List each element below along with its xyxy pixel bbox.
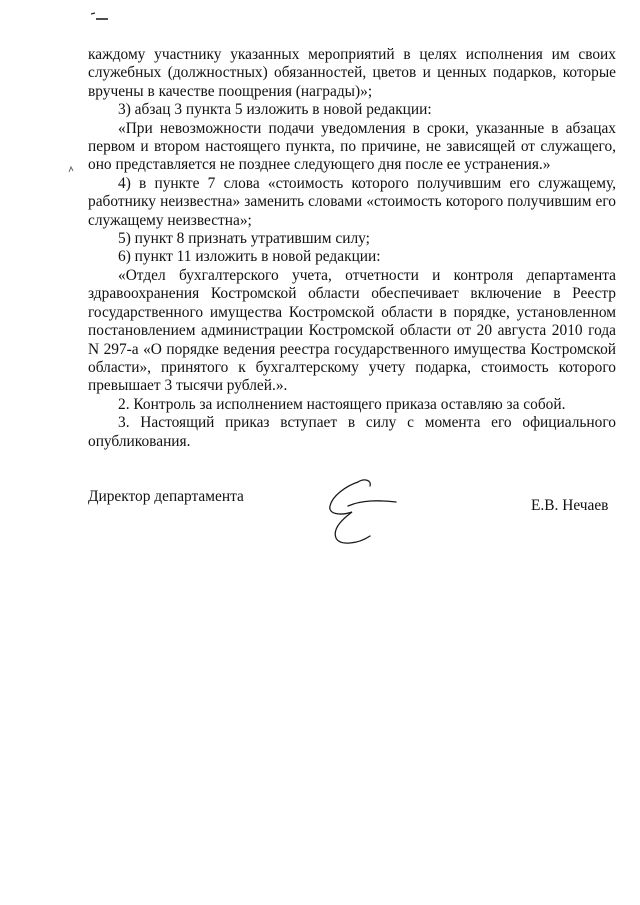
paragraph-item-5: 5) пункт 8 признать утратившим силу;: [118, 230, 370, 248]
paragraph-quote-item-3: «При невозможности подачи уведомления в сроки, указанные в абзацах первом и втором настоящего пункта, по причине, не зависящей от служащего, оно представляется не позднее следующего дня после ее устранения.»: [88, 119, 616, 174]
signatory-title: Директор департамента: [88, 488, 244, 505]
handwritten-signature: [318, 470, 418, 550]
paragraph-item-6: 6) пункт 11 изложить в новой редакции:: [118, 248, 381, 266]
paragraph-quote-item-6: «Отдел бухгалтерского учета, отчетности и контроля департамента здравоохранения Костромской области обеспечивает включение в Реестр государственного имущества Костромской области в порядке, установленном постановлением администрации Костромской области от 20 августа 2010 года N 297-а «О порядке ведения реестра государственного имущества Костромской области», принятого к бухгалтерскому учету подарка, стоимость которого превышает 3 тысячи рублей.».: [88, 266, 616, 395]
signatory-name: Е.В. Нечаев: [531, 497, 609, 514]
paragraph-clause-2: 2. Контроль за исполнением настоящего приказа оставляю за собой.: [118, 395, 566, 413]
scan-artifact-dot: [66, 164, 78, 176]
paragraph-item-4: 4) в пункте 7 слова «стоимость которого получившим его служащему, работнику неизвестна» заменить словами «стоимость которого получившим его служащему неизвестна»;: [88, 174, 616, 229]
document-body: [88, 46, 616, 451]
paragraph-clause-3: 3. Настоящий приказ вступает в силу с момента его официального опубликования.: [88, 414, 616, 450]
scan-artifact-mark: [90, 10, 110, 24]
paragraph-item-3: 3) абзац 3 пункта 5 изложить в новой редакции:: [118, 101, 432, 119]
paragraph-continuation: каждому участнику указанных мероприятий в целях исполнения им своих служебных (должностных) обязанностей, цветов и ценных подарков, которые вручены в качестве поощрения (награды)»;: [88, 46, 616, 100]
